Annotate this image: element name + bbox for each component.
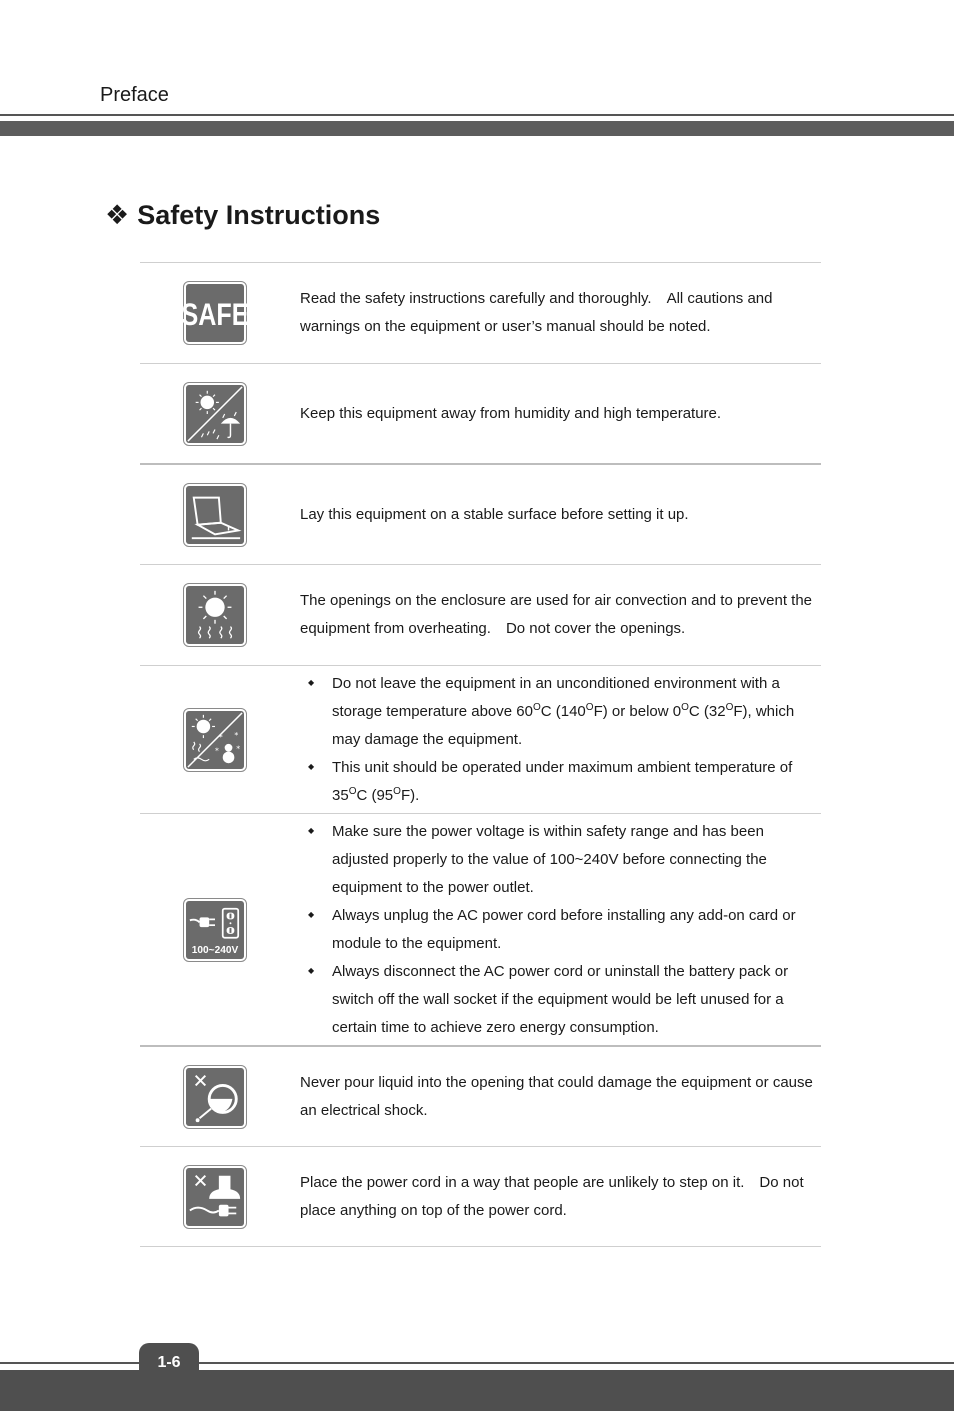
safety-text: Read the safety instructions carefully and thoroughly. All cautions and warnings on the equipment or user’s manual should be noted. [300,290,773,335]
safety-row [140,262,821,363]
safety-text [290,818,821,1042]
header-rule [0,114,954,116]
power-cord-step-icon [183,1165,247,1229]
header-bar [0,121,954,136]
no-liquid-icon [183,1065,247,1129]
list-item: ◆ Always unplug the AC power cord before installing any add-on card or module to the equipment. [300,902,817,958]
safe-icon [183,281,247,345]
safety-text [290,670,821,810]
safety-text: Place the power cord in a way that people are unlikely to step on it. Do not place anything on top of the power cord. [300,1173,804,1219]
safety-text: Lay this equipment on a stable surface before setting it up. [300,505,689,523]
safety-text: The openings on the enclosure are used for air convection and to prevent the equipment from overheating. Do not cover the openings. [300,592,812,637]
safety-row [140,813,821,1045]
power-voltage-icon [183,898,247,962]
safety-text: Keep this equipment away from humidity and high temperature. [300,404,722,422]
ventilation-heat-icon [183,583,247,647]
section-title [105,200,380,231]
storage-temperature-icon [183,708,247,772]
list-item: ◆ This unit should be operated under maximum ambient temperature of $35^OC$ $(95^OF)$. [300,754,817,810]
svg-text:*: * [236,744,241,754]
svg-text:100~240V: 100~240V [191,944,239,956]
page-header-title: Preface [100,84,169,106]
safety-row [140,1045,821,1146]
section-title-text: Safety Instructions [137,200,381,230]
safety-row [140,1146,821,1247]
safety-row [140,564,821,665]
stable-surface-laptop-icon [183,483,247,547]
safety-row [140,363,821,463]
list-item: ◆ Make sure the power voltage is within safety range and has been adjusted properly to the value of 100~240V before connecting the equipment to the power outlet. [300,818,817,902]
svg-text:*: * [218,732,223,742]
page-number: 1-6 [139,1343,199,1411]
list-item: ◆ Do not leave the equipment in an unconditioned environment with a storage temperature above $60^OC$ $(140^OF)$ or below $0^OC$ $(32^OF)$, which may damage the equipment. [300,670,817,754]
svg-text:*: * [215,746,219,756]
safety-text: Never pour liquid into the opening that could damage the equipment or cause an electrical shock. [300,1073,813,1119]
safety-row [140,463,821,564]
svg-text:*: * [234,730,239,740]
humidity-temperature-icon [183,382,247,446]
safety-table [140,262,821,1247]
diamond-bullet-icon: ❖ [105,200,130,230]
safety-row [140,665,821,813]
svg-text:SAFE: SAFE [181,297,249,333]
list-item: ◆ Always disconnect the AC power cord or uninstall the battery pack or switch off the wall socket if the equipment would be left unused for a certain time to achieve zero energy consumption. [300,958,817,1042]
